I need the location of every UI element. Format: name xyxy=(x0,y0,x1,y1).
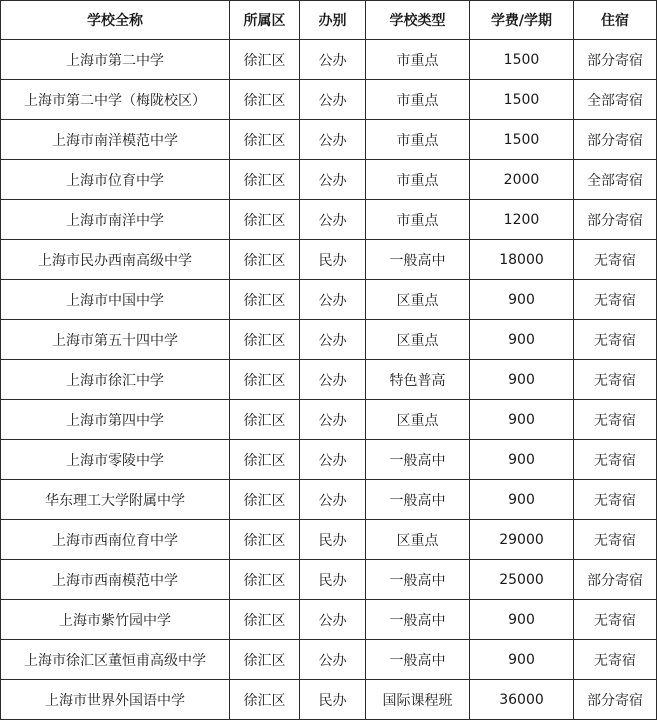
table-row xyxy=(1,440,657,480)
cell-tuition: 18000 xyxy=(470,240,574,280)
cell-district: 徐汇区 xyxy=(230,600,300,640)
cell-district: 徐汇区 xyxy=(230,80,300,120)
cell-ownership: 公办 xyxy=(300,640,366,680)
table-header-row xyxy=(1,1,657,40)
cell-district: 徐汇区 xyxy=(230,280,300,320)
cell-district: 徐汇区 xyxy=(230,520,300,560)
cell-boarding: 无寄宿 xyxy=(574,360,657,400)
cell-boarding: 无寄宿 xyxy=(574,600,657,640)
cell-ownership: 公办 xyxy=(300,360,366,400)
cell-school-type: 一般高中 xyxy=(366,640,470,680)
cell-tuition: 900 xyxy=(470,640,574,680)
cell-district: 徐汇区 xyxy=(230,120,300,160)
cell-ownership: 公办 xyxy=(300,280,366,320)
table-row xyxy=(1,640,657,680)
table-row xyxy=(1,320,657,360)
cell-boarding: 部分寄宿 xyxy=(574,120,657,160)
table-row xyxy=(1,200,657,240)
table-row xyxy=(1,120,657,160)
table-row xyxy=(1,560,657,600)
table-row xyxy=(1,360,657,400)
cell-school-name: 上海市西南模范中学 xyxy=(1,560,230,600)
cell-school-type: 市重点 xyxy=(366,80,470,120)
cell-boarding: 全部寄宿 xyxy=(574,80,657,120)
cell-school-name: 上海市位育中学 xyxy=(1,160,230,200)
cell-boarding: 无寄宿 xyxy=(574,440,657,480)
cell-ownership: 民办 xyxy=(300,560,366,600)
table-row xyxy=(1,240,657,280)
cell-district: 徐汇区 xyxy=(230,240,300,280)
cell-school-name: 上海市徐汇区董恒甫高级中学 xyxy=(1,640,230,680)
cell-tuition: 900 xyxy=(470,320,574,360)
cell-district: 徐汇区 xyxy=(230,400,300,440)
cell-tuition: 900 xyxy=(470,400,574,440)
cell-ownership: 公办 xyxy=(300,160,366,200)
cell-boarding: 无寄宿 xyxy=(574,480,657,520)
header-district: 所属区 xyxy=(230,1,300,40)
cell-school-name: 上海市西南位育中学 xyxy=(1,520,230,560)
cell-boarding: 部分寄宿 xyxy=(574,200,657,240)
cell-ownership: 公办 xyxy=(300,40,366,80)
table-row xyxy=(1,40,657,80)
table-body xyxy=(1,40,657,720)
cell-boarding: 无寄宿 xyxy=(574,280,657,320)
cell-boarding: 无寄宿 xyxy=(574,520,657,560)
cell-tuition: 900 xyxy=(470,280,574,320)
cell-boarding: 全部寄宿 xyxy=(574,160,657,200)
cell-tuition: 2000 xyxy=(470,160,574,200)
cell-ownership: 公办 xyxy=(300,200,366,240)
header-school-type: 学校类型 xyxy=(366,1,470,40)
cell-school-name: 上海市徐汇中学 xyxy=(1,360,230,400)
header-boarding: 住宿 xyxy=(574,1,657,40)
cell-school-type: 一般高中 xyxy=(366,600,470,640)
cell-tuition: 1200 xyxy=(470,200,574,240)
cell-ownership: 民办 xyxy=(300,680,366,720)
cell-district: 徐汇区 xyxy=(230,560,300,600)
cell-tuition: 25000 xyxy=(470,560,574,600)
table-row xyxy=(1,280,657,320)
cell-boarding: 无寄宿 xyxy=(574,640,657,680)
cell-ownership: 公办 xyxy=(300,80,366,120)
table-row xyxy=(1,80,657,120)
cell-school-name: 上海市第二中学 xyxy=(1,40,230,80)
cell-school-type: 国际课程班 xyxy=(366,680,470,720)
cell-school-name: 上海市零陵中学 xyxy=(1,440,230,480)
cell-tuition: 29000 xyxy=(470,520,574,560)
cell-boarding: 部分寄宿 xyxy=(574,560,657,600)
cell-boarding: 部分寄宿 xyxy=(574,680,657,720)
cell-district: 徐汇区 xyxy=(230,160,300,200)
cell-ownership: 公办 xyxy=(300,400,366,440)
cell-district: 徐汇区 xyxy=(230,640,300,680)
table-row xyxy=(1,480,657,520)
cell-school-type: 区重点 xyxy=(366,280,470,320)
cell-boarding: 部分寄宿 xyxy=(574,40,657,80)
cell-tuition: 1500 xyxy=(470,40,574,80)
cell-district: 徐汇区 xyxy=(230,480,300,520)
cell-district: 徐汇区 xyxy=(230,40,300,80)
cell-tuition: 900 xyxy=(470,440,574,480)
cell-school-name: 上海市紫竹园中学 xyxy=(1,600,230,640)
cell-district: 徐汇区 xyxy=(230,680,300,720)
table-row xyxy=(1,160,657,200)
cell-tuition: 1500 xyxy=(470,80,574,120)
cell-school-type: 区重点 xyxy=(366,400,470,440)
cell-ownership: 公办 xyxy=(300,440,366,480)
cell-district: 徐汇区 xyxy=(230,320,300,360)
cell-school-type: 一般高中 xyxy=(366,560,470,600)
cell-boarding: 无寄宿 xyxy=(574,240,657,280)
cell-school-type: 区重点 xyxy=(366,320,470,360)
cell-district: 徐汇区 xyxy=(230,360,300,400)
cell-school-type: 区重点 xyxy=(366,520,470,560)
cell-school-name: 上海市世界外国语中学 xyxy=(1,680,230,720)
cell-school-type: 一般高中 xyxy=(366,440,470,480)
cell-ownership: 公办 xyxy=(300,320,366,360)
table-row xyxy=(1,600,657,640)
header-ownership: 办别 xyxy=(300,1,366,40)
cell-school-type: 一般高中 xyxy=(366,240,470,280)
header-tuition: 学费/学期 xyxy=(470,1,574,40)
cell-school-name: 上海市南洋中学 xyxy=(1,200,230,240)
cell-district: 徐汇区 xyxy=(230,440,300,480)
cell-school-type: 市重点 xyxy=(366,120,470,160)
cell-school-name: 华东理工大学附属中学 xyxy=(1,480,230,520)
cell-ownership: 公办 xyxy=(300,480,366,520)
cell-tuition: 1500 xyxy=(470,120,574,160)
cell-school-type: 市重点 xyxy=(366,200,470,240)
header-school-name: 学校全称 xyxy=(1,1,230,40)
cell-ownership: 公办 xyxy=(300,600,366,640)
cell-school-name: 上海市南洋模范中学 xyxy=(1,120,230,160)
table-row xyxy=(1,520,657,560)
cell-school-type: 市重点 xyxy=(366,160,470,200)
cell-school-name: 上海市第五十四中学 xyxy=(1,320,230,360)
cell-school-name: 上海市第二中学（梅陇校区） xyxy=(1,80,230,120)
cell-ownership: 民办 xyxy=(300,520,366,560)
cell-tuition: 900 xyxy=(470,360,574,400)
cell-school-type: 市重点 xyxy=(366,40,470,80)
cell-tuition: 900 xyxy=(470,480,574,520)
cell-tuition: 36000 xyxy=(470,680,574,720)
cell-school-type: 特色普高 xyxy=(366,360,470,400)
cell-school-name: 上海市中国中学 xyxy=(1,280,230,320)
cell-district: 徐汇区 xyxy=(230,200,300,240)
table-row xyxy=(1,400,657,440)
cell-school-name: 上海市民办西南高级中学 xyxy=(1,240,230,280)
table-row xyxy=(1,680,657,720)
cell-boarding: 无寄宿 xyxy=(574,320,657,360)
cell-tuition: 900 xyxy=(470,600,574,640)
cell-school-name: 上海市第四中学 xyxy=(1,400,230,440)
cell-ownership: 民办 xyxy=(300,240,366,280)
cell-ownership: 公办 xyxy=(300,120,366,160)
cell-school-type: 一般高中 xyxy=(366,480,470,520)
cell-boarding: 无寄宿 xyxy=(574,400,657,440)
